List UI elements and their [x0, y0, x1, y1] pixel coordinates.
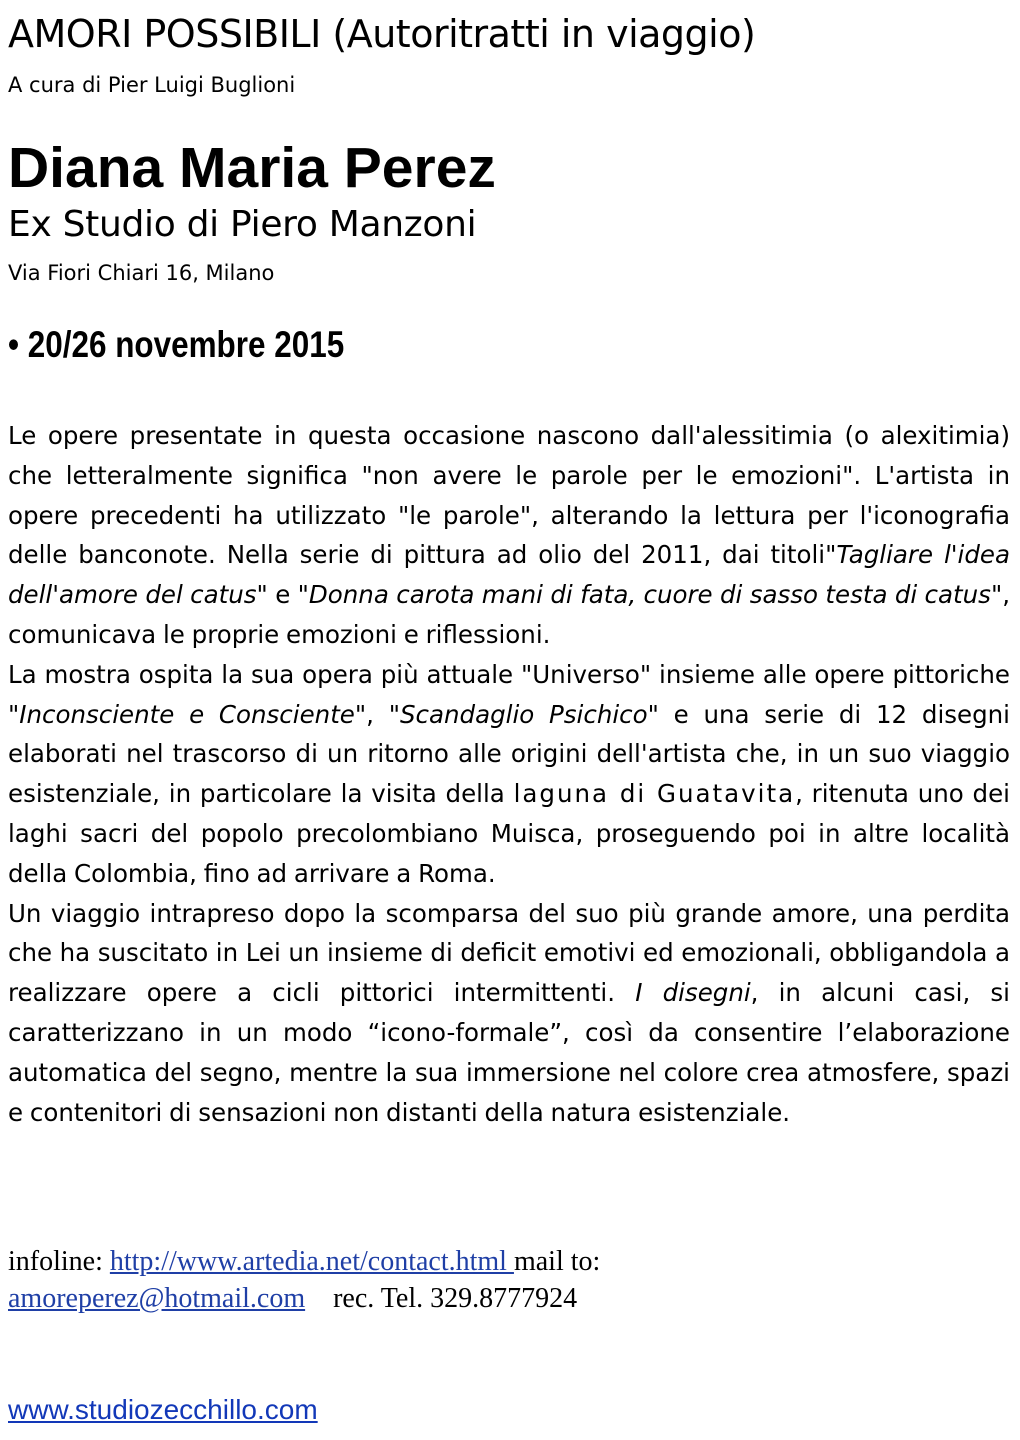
description-text [8, 416, 1010, 1132]
text-run: Un viaggio intrapreso dopo la scomparsa del suo più grande amore, una perdita che ha suscitato in Lei un insieme di deficit emotivi ed emozionali, obbligandola a realizzare opere a cicli pittorici intermittenti. [8, 898, 1010, 1008]
exhibition-dates: • 20/26 novembre 2015 [8, 324, 345, 365]
artwork-title: "Tagliare l'idea dell'amore del catus" [8, 540, 1010, 610]
paragraph-1 [8, 416, 1010, 655]
text-run: e una serie di 12 disegni elaborati nel trascorso di un ritorno alle origini dell'artista che, in un suo viaggio esistenziale, in particolare la visita della [8, 699, 1010, 809]
artwork-title: "Inconsciente e Consciente" [8, 699, 367, 729]
emphasis-text: I disegni [635, 978, 751, 1008]
venue-address: Via Fiori Chiari 16, Milano [8, 261, 275, 285]
text-run: La mostra ospita la sua opera più attuale "Universo" insieme alle opere pittoriche [8, 659, 1010, 689]
place-name: laguna di Guatavita [513, 779, 796, 809]
text-run: , [366, 699, 389, 729]
text-run: Le opere presentate in questa occasione nascono dall'alessitimia (o alexitimia) che letteralmente significa "non avere le parole per le emozioni". L'artista in opere precedenti ha utilizzato "le parole", alterando la lettura per l'iconografia delle banconote. Nella serie di pittura ad olio del 2011, dai titoli [8, 421, 1010, 570]
website-link[interactable]: www.studiozecchillo.com [8, 1394, 318, 1425]
curator-credit: A cura di Pier Luigi Buglioni [8, 73, 296, 97]
exhibition-title: AMORI POSSIBILI (Autoritratti in viaggio) [8, 12, 756, 56]
email-link[interactable]: amoreperez@hotmail.com [8, 1283, 306, 1314]
text-run: , ritenuta uno dei laghi sacri del popolo precolombiano Muisca, proseguendo poi in altre località della Colombia, fino ad arrivare a Roma. [8, 779, 1010, 888]
mail-label: mail to: [513, 1246, 601, 1277]
phone-number: rec. Tel. 329.8777924 [333, 1283, 578, 1314]
artist-name: Diana Maria Perez [8, 136, 496, 200]
text-run: , in alcuni casi, si caratterizzano in un modo “icono-formale”, così da consentire l’elaborazione automatica del segno, mentre la sua immersione nel colore crea atmosfere, spazi e contenitori di sensazioni non distanti della natura esistenziale. [8, 978, 1010, 1127]
artwork-title: "Scandaglio Psichico" [388, 699, 659, 729]
venue-name: Ex Studio di Piero Manzoni [8, 204, 477, 245]
contact-info [8, 1243, 728, 1317]
text-run: e [267, 580, 298, 610]
infoline-link[interactable]: http://www.artedia.net/contact.html [109, 1246, 514, 1277]
infoline-label: infoline: [8, 1246, 110, 1277]
text-run: , comunicava le proprie emozioni e riflessioni. [8, 580, 1011, 649]
artwork-title: "Donna carota mani di fata, cuore di sasso testa di catus" [297, 580, 1003, 610]
paragraph-3 [8, 894, 1010, 1133]
paragraph-2 [8, 655, 1010, 894]
